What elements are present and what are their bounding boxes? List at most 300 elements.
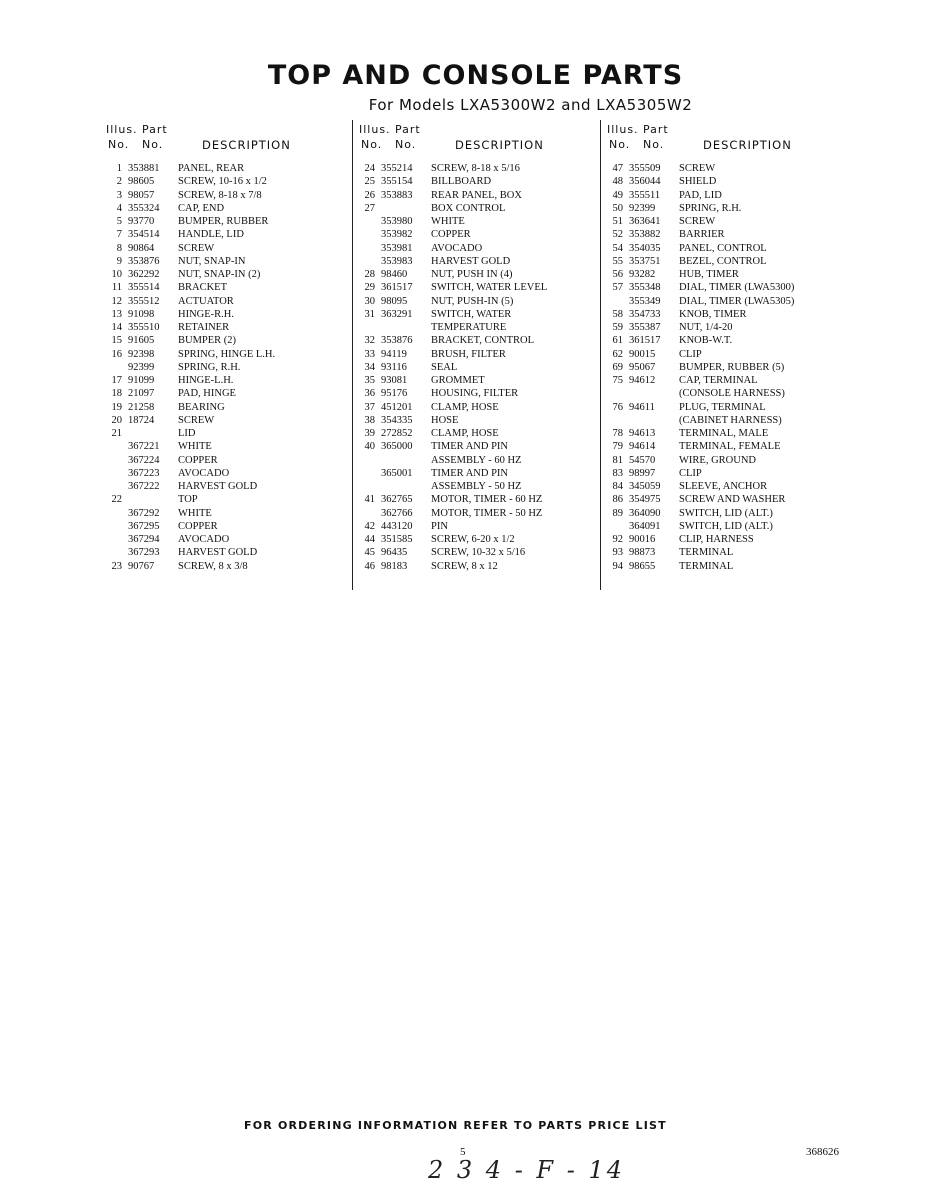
part-row: [357, 189, 601, 202]
part-row: [357, 255, 601, 268]
part-description: NUT, PUSH-IN (5): [431, 295, 514, 307]
part-number: 18724: [128, 414, 155, 426]
part-row: [605, 242, 845, 255]
part-row: [104, 281, 344, 294]
part-description: PLUG, TERMINAL: [679, 401, 766, 413]
illus-number: 78: [612, 428, 623, 439]
part-description: BRUSH, FILTER: [431, 348, 506, 360]
part-number: 364090: [629, 507, 661, 519]
header-no: No.: [643, 138, 665, 151]
illus-number: 45: [364, 547, 375, 559]
part-row: [104, 387, 344, 400]
part-row: [605, 440, 845, 453]
illus-number: [104, 480, 128, 493]
part-description: CLIP: [679, 467, 702, 479]
part-description: DIAL, TIMER (LWA5305): [679, 295, 795, 307]
part-description: SPRING, HINGE L.H.: [178, 348, 276, 360]
part-description: SCREW: [679, 163, 716, 174]
part-row: [605, 189, 845, 202]
part-description: REAR PANEL, BOX: [431, 189, 522, 201]
part-number: 98460: [381, 269, 408, 280]
part-description: TOP: [178, 494, 198, 506]
part-row: [605, 427, 845, 440]
part-number: 98095: [381, 295, 408, 307]
part-row: [104, 334, 344, 347]
part-description: BRACKET: [178, 282, 228, 294]
part-description: (CONSOLE HARNESS): [679, 388, 785, 400]
part-row: [104, 175, 344, 188]
part-number: 356044: [629, 176, 661, 188]
part-number: 91605: [128, 335, 155, 347]
page-title: TOP AND CONSOLE PARTS: [267, 60, 684, 91]
part-number: 94612: [629, 375, 656, 386]
illus-number: [357, 228, 381, 241]
part-row: [605, 401, 845, 414]
part-number: 92399: [128, 361, 155, 373]
part-description: PIN: [431, 520, 448, 532]
part-description: COPPER: [178, 520, 218, 532]
part-description: SWITCH, LID (ALT.): [679, 520, 773, 532]
header-part: Part: [395, 123, 421, 136]
part-row: [357, 546, 601, 559]
part-description: SCREW: [178, 242, 215, 254]
header-illus: Illus.: [359, 123, 391, 136]
part-number: 93116: [381, 361, 407, 373]
part-number: 367293: [128, 547, 160, 559]
part-number: 354733: [629, 308, 661, 320]
part-row: [605, 295, 845, 308]
part-row: [357, 295, 601, 308]
parts-column-1: [104, 120, 344, 573]
part-number: 355514: [128, 282, 160, 294]
illus-number: 11: [111, 282, 122, 294]
part-description: SCREW, 8 x 12: [431, 560, 498, 572]
part-description: SCREW, 10-16 x 1/2: [178, 176, 267, 188]
part-row: [357, 401, 601, 414]
part-row: [104, 215, 344, 228]
part-description: TIMER AND PIN: [431, 467, 509, 479]
part-number: 91098: [128, 308, 155, 320]
part-row: [357, 387, 601, 400]
part-description: BUMPER, RUBBER: [178, 216, 269, 227]
ordering-note: FOR ORDERING INFORMATION REFER TO PARTS PRICE LIST: [244, 1119, 667, 1132]
part-description: NUT, 1/4-20: [679, 322, 733, 333]
part-row: [104, 374, 344, 387]
part-number: 90015: [629, 348, 656, 360]
illus-number: [104, 467, 128, 480]
part-number: 443120: [381, 520, 413, 532]
illus-number: [357, 467, 381, 480]
illus-number: [357, 321, 381, 334]
part-number: 353980: [381, 216, 413, 227]
part-number: 367224: [128, 454, 160, 466]
part-description: PANEL, CONTROL: [679, 242, 767, 254]
part-description: SWITCH, LID (ALT.): [679, 507, 773, 519]
part-description: WHITE: [178, 441, 212, 453]
illus-number: 19: [111, 401, 122, 413]
part-description: SPRING, R.H.: [679, 202, 742, 214]
part-number: 361517: [381, 282, 413, 294]
part-number: 96435: [381, 547, 408, 559]
part-row: [104, 189, 344, 202]
part-description: SPRING, R.H.: [178, 361, 241, 373]
parts-list: [605, 162, 845, 573]
part-row: [605, 334, 845, 347]
part-description: ASSEMBLY - 50 HZ: [431, 481, 522, 492]
part-number: 95176: [381, 388, 408, 400]
illus-number: 76: [612, 401, 623, 413]
part-number: 367295: [128, 520, 160, 532]
part-description: KNOB, TIMER: [679, 308, 747, 320]
part-number: 355324: [128, 202, 160, 214]
part-row: [605, 281, 845, 294]
part-description: WIRE, GROUND: [679, 454, 756, 466]
illus-number: 26: [364, 189, 375, 201]
part-description: HOUSING, FILTER: [431, 388, 519, 400]
part-row: [605, 228, 845, 241]
part-row: [104, 268, 344, 281]
part-number: 98655: [629, 560, 656, 572]
illus-number: 49: [612, 189, 623, 201]
part-row: [357, 374, 601, 387]
column-header: [357, 120, 601, 162]
parts-column-2: [352, 120, 601, 590]
illus-number: 83: [612, 467, 623, 479]
part-description: TERMINAL: [679, 547, 734, 559]
part-row: [605, 321, 845, 334]
part-number: 355154: [381, 176, 413, 188]
illus-number: 3: [116, 189, 122, 201]
part-description: KNOB-W.T.: [679, 335, 733, 347]
part-row: [605, 560, 845, 573]
part-row: [357, 467, 601, 480]
illus-number: 84: [612, 481, 623, 492]
part-description: BUMPER (2): [178, 335, 237, 347]
illus-number: 93: [612, 547, 623, 559]
part-number: 91099: [128, 375, 155, 386]
part-description: SCREW, 6-20 x 1/2: [431, 534, 515, 545]
part-description: TERMINAL, MALE: [679, 428, 769, 439]
part-row: [104, 414, 344, 427]
part-row: [357, 268, 601, 281]
illus-number: 27: [364, 202, 375, 214]
illus-number: 4: [116, 202, 122, 214]
part-row: [605, 175, 845, 188]
part-number: 363291: [381, 308, 413, 320]
part-row: [357, 348, 601, 361]
part-row: [357, 228, 601, 241]
part-description: SHIELD: [679, 176, 717, 188]
illus-number: 29: [364, 282, 375, 294]
part-row: [357, 520, 601, 533]
part-number: 95067: [629, 361, 656, 373]
illus-number: 51: [612, 216, 623, 227]
part-row: [104, 162, 344, 175]
part-description: BEARING: [178, 401, 225, 413]
part-number: 98997: [629, 467, 656, 479]
part-row: [357, 281, 601, 294]
illus-number: 61: [612, 335, 623, 347]
part-number: 353876: [128, 255, 160, 267]
part-description: AVOCADO: [178, 467, 230, 479]
illus-number: 40: [364, 441, 375, 453]
part-row: [104, 202, 344, 215]
part-number: 90767: [128, 560, 155, 572]
part-number: 362765: [381, 494, 413, 506]
part-number: 355511: [629, 189, 661, 201]
illus-number: 2: [116, 176, 122, 188]
part-number: 367221: [128, 441, 160, 453]
part-number: 354514: [128, 229, 160, 241]
illus-number: [605, 295, 629, 308]
part-row: [104, 493, 344, 506]
part-number: 94119: [381, 348, 407, 360]
part-description: SWITCH, WATER LEVEL: [431, 282, 548, 294]
part-number: 92398: [128, 348, 155, 360]
part-description: CAP, TERMINAL: [679, 375, 758, 386]
illus-number: 92: [612, 534, 623, 545]
illus-number: 18: [111, 388, 122, 400]
illus-number: 25: [364, 176, 375, 188]
part-row: [357, 308, 601, 321]
part-description: PANEL, REAR: [178, 163, 245, 174]
part-row: [605, 374, 845, 387]
part-row: [605, 546, 845, 559]
part-row: [104, 361, 344, 374]
part-description: SCREW, 10-32 x 5/16: [431, 547, 526, 559]
column-header: [605, 120, 845, 162]
part-number: 367222: [128, 481, 160, 492]
part-number: 367223: [128, 467, 160, 479]
part-number: 451201: [381, 401, 413, 413]
part-description: CLIP: [679, 348, 702, 360]
illus-number: [357, 255, 381, 268]
part-description: SWITCH, WATER: [431, 308, 512, 320]
part-number: [128, 493, 178, 506]
part-number: 90016: [629, 534, 656, 545]
header-part: Part: [643, 123, 669, 136]
part-row: [104, 348, 344, 361]
illus-number: 34: [364, 361, 375, 373]
part-description: SCREW, 8-18 x 5/16: [431, 163, 520, 174]
illus-number: [357, 507, 381, 520]
illus-number: 22: [111, 494, 122, 506]
part-number: 365000: [381, 441, 413, 453]
part-number: 355348: [629, 282, 661, 294]
part-number: 94614: [629, 441, 656, 453]
part-row: [104, 242, 344, 255]
illus-number: 7: [116, 229, 122, 241]
part-description: BARRIER: [679, 229, 725, 241]
illus-number: 36: [364, 388, 375, 400]
part-number: 94611: [629, 401, 655, 413]
illus-number: [104, 533, 128, 546]
part-description: HARVEST GOLD: [431, 255, 511, 267]
part-number: 354975: [629, 494, 661, 506]
part-description: SCREW: [679, 216, 716, 227]
illus-number: 94: [612, 560, 623, 572]
illus-number: 31: [364, 308, 375, 320]
illus-number: 8: [116, 242, 122, 254]
part-row: [357, 480, 601, 493]
part-row: [605, 268, 845, 281]
illus-number: 9: [116, 255, 122, 267]
illus-number: 47: [612, 163, 623, 174]
part-row: [605, 202, 845, 215]
part-number: 93770: [128, 216, 155, 227]
part-number: 21097: [128, 388, 155, 400]
illus-number: 23: [111, 560, 122, 572]
part-row: [104, 454, 344, 467]
illus-number: 48: [612, 176, 623, 188]
part-row: [605, 454, 845, 467]
part-number: 98057: [128, 189, 155, 201]
part-description: BOX CONTROL: [431, 202, 506, 214]
document-number: 368626: [806, 1146, 839, 1158]
illus-number: 57: [612, 282, 623, 294]
part-number: 367292: [128, 507, 160, 519]
part-row: [357, 162, 601, 175]
part-number: 362766: [381, 507, 413, 519]
part-description: RETAINER: [178, 322, 230, 333]
part-row: [605, 480, 845, 493]
illus-number: 41: [364, 494, 375, 506]
part-description: HOSE: [431, 414, 459, 426]
part-description: SCREW, 8-18 x 7/8: [178, 189, 262, 201]
part-number: 355349: [629, 295, 661, 307]
part-number: 355214: [381, 163, 413, 174]
part-number: 54570: [629, 454, 656, 466]
part-number: 353982: [381, 229, 413, 241]
part-row: [104, 533, 344, 546]
part-row: [104, 401, 344, 414]
part-description: HINGE-R.H.: [178, 308, 234, 320]
part-number: 353983: [381, 255, 413, 267]
part-row: [104, 321, 344, 334]
part-description: ACTUATOR: [178, 295, 234, 307]
part-row: [104, 308, 344, 321]
illus-number: 30: [364, 295, 375, 307]
part-row: [104, 546, 344, 559]
part-number: 93081: [381, 375, 408, 386]
part-description: WHITE: [178, 507, 212, 519]
part-row: [104, 295, 344, 308]
page-subtitle: For Models LXA5300W2 and LXA5305W2: [368, 96, 693, 114]
illus-number: 56: [612, 269, 623, 280]
illus-number: 44: [364, 534, 375, 545]
part-number: 355509: [629, 163, 661, 174]
page-number: 5: [460, 1146, 466, 1158]
illus-number: 16: [111, 348, 122, 360]
part-number: 98873: [629, 547, 656, 559]
part-description: CLAMP, HOSE: [431, 428, 499, 439]
illus-number: 39: [364, 428, 375, 439]
part-number: 21258: [128, 401, 155, 413]
illus-number: 13: [111, 308, 122, 320]
part-row: [605, 507, 845, 520]
illus-number: 55: [612, 255, 623, 267]
part-row: [104, 507, 344, 520]
part-description: WHITE: [431, 216, 465, 227]
illus-number: 1: [116, 163, 122, 174]
part-number: 367294: [128, 534, 160, 545]
illus-number: 59: [612, 322, 623, 333]
part-description: ASSEMBLY - 60 HZ: [431, 454, 522, 466]
part-number: 98183: [381, 560, 408, 572]
illus-number: [357, 480, 381, 493]
part-row: [357, 493, 601, 506]
part-description: SEAL: [431, 361, 458, 373]
header-no: No.: [142, 138, 164, 151]
part-number: [629, 387, 679, 400]
illus-number: [104, 454, 128, 467]
illus-number: 37: [364, 401, 375, 413]
part-row: [605, 533, 845, 546]
part-number: 92399: [629, 202, 656, 214]
illus-number: [605, 387, 629, 400]
illus-number: 33: [364, 348, 375, 360]
part-row: [605, 215, 845, 228]
part-description: MOTOR, TIMER - 60 HZ: [431, 494, 543, 506]
part-row: [605, 520, 845, 533]
part-description: MOTOR, TIMER - 50 HZ: [431, 507, 543, 519]
part-row: [605, 162, 845, 175]
part-number: 364091: [629, 520, 661, 532]
illus-number: 21: [111, 428, 122, 439]
part-row: [357, 414, 601, 427]
part-description: TIMER AND PIN: [431, 441, 509, 453]
illus-number: 5: [116, 216, 122, 227]
part-number: 90864: [128, 242, 155, 254]
part-number: [381, 454, 431, 467]
part-row: [605, 414, 845, 427]
part-description: CAP, END: [178, 202, 225, 214]
part-description: GROMMET: [431, 375, 485, 386]
part-row: [104, 560, 344, 573]
illus-number: 50: [612, 202, 623, 214]
part-description: SCREW AND WASHER: [679, 494, 786, 506]
header-part: Part: [142, 123, 168, 136]
part-description: PAD, HINGE: [178, 388, 236, 400]
illus-number: [104, 361, 128, 374]
illus-number: [605, 520, 629, 533]
part-row: [605, 255, 845, 268]
part-row: [605, 348, 845, 361]
part-description: TEMPERATURE: [431, 322, 507, 333]
illus-number: 12: [111, 295, 122, 307]
illus-number: [104, 546, 128, 559]
illus-number: 79: [612, 441, 623, 453]
part-description: SLEEVE, ANCHOR: [679, 481, 768, 492]
part-description: HINGE-L.H.: [178, 375, 234, 386]
illus-number: 81: [612, 454, 623, 466]
part-description: TERMINAL, FEMALE: [679, 441, 781, 453]
part-row: [104, 228, 344, 241]
part-number: [381, 202, 431, 215]
part-row: [357, 175, 601, 188]
illus-number: 35: [364, 375, 375, 386]
part-row: [357, 440, 601, 453]
part-number: 355387: [629, 322, 661, 333]
part-row: [357, 507, 601, 520]
part-row: [357, 321, 601, 334]
part-number: 94613: [629, 428, 656, 439]
part-description: DIAL, TIMER (LWA5300): [679, 282, 795, 294]
illus-number: 17: [111, 375, 122, 386]
part-number: 355512: [128, 295, 160, 307]
illus-number: 38: [364, 414, 375, 426]
part-row: [357, 427, 601, 440]
